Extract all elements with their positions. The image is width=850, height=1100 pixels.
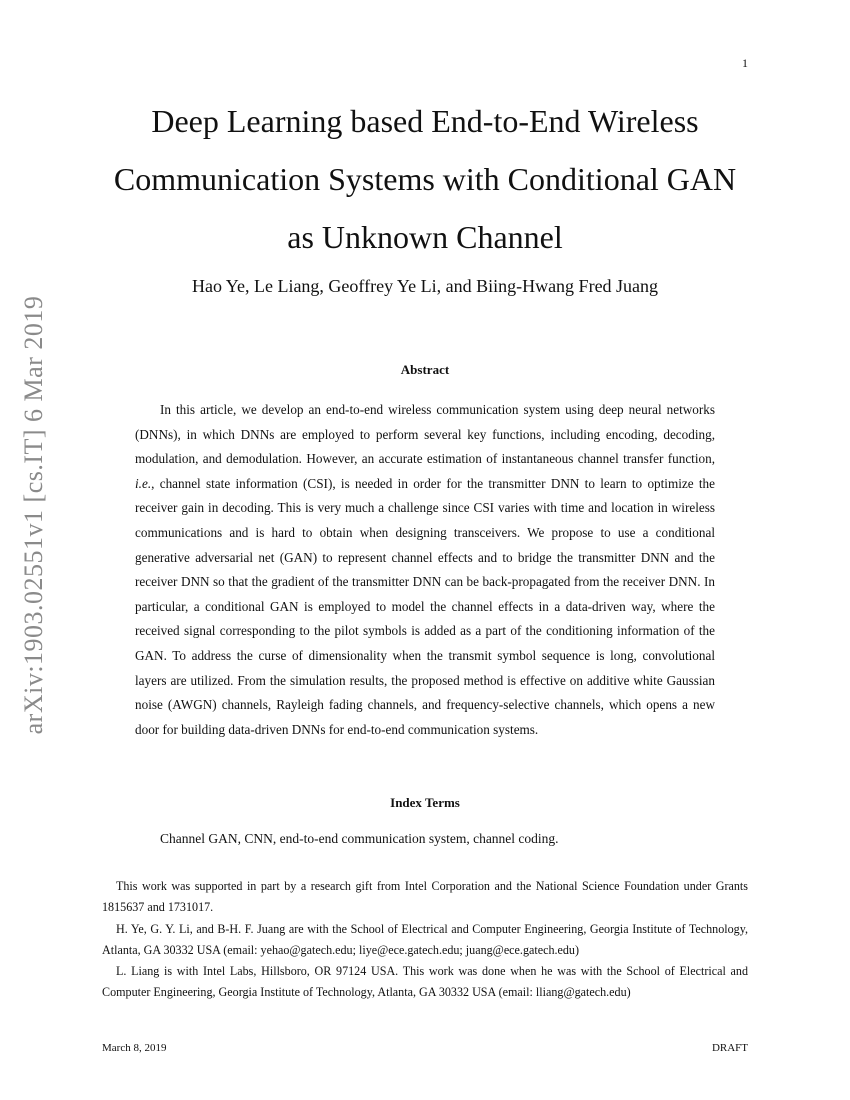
abstract-text-part-2: , channel state information (CSI), is needed in order for the transmitter DNN to learn to optimize the receiver gain in decoding. This is very much a challenge since CSI varies with time and location in wireless communications and is hard to obtain when designing transceivers. We propose to use a conditional generative adversarial net (GAN) to represent channel effects and to bridge the transmitter DNN and the receiver DNN so that the gradient of the transmitter DNN can be back-propagated from the receiver DNN. In particular, a conditional GAN is employed to model the channel effects in a data-driven way, where the received signal corresponding to the pilot symbols is added as a part of the conditioning information of the GAN. To address the curse of dimensionality when the transmit symbol sequence is long, convolutional layers are utilized. From the simulation results, the proposed method is effective on additive white Gaussian noise (AWGN) channels, Rayleigh fading channels, and frequency-selective channels, which opens a new door for building data-driven DNNs for end-to-end communication systems.	[135, 475, 715, 737]
footer-date: March 8, 2019	[102, 1042, 167, 1054]
footnote-affiliation-intel: L. Liang is with Intel Labs, Hillsboro, OR 97124 USA. This work was done when he was with the School of Electrical and Computer Engineering, Georgia Institute of Technology, Atlanta, GA 30332 USA (email: lliang@gatech.edu)	[102, 964, 748, 1000]
footnotes	[102, 876, 748, 1004]
paper-title: Deep Learning based End-to-End Wireless Communication Systems with Conditional GAN as Unknown Channel	[113, 103, 737, 255]
abstract-body	[135, 398, 715, 742]
footer-draft-label: DRAFT	[711, 1042, 748, 1054]
footnote-funding: This work was supported in part by a research gift from Intel Corporation and the National Science Foundation under Grants 1815637 and 1731017.	[102, 879, 748, 915]
page-number: 1	[742, 56, 748, 70]
abstract-text-part-1: In this article, we develop an end-to-end wireless communication system using deep neural networks (DNNs), in which DNNs are employed to perform several key functions, including encoding, decoding, modulation, and demodulation. However, an accurate estimation of instantaneous channel transfer function,	[135, 402, 715, 467]
index-terms-heading: Index Terms	[390, 795, 460, 810]
abstract-ie-italic: i.e.	[135, 475, 152, 491]
author-list: Hao Ye, Le Liang, Geoffrey Ye Li, and Biing-Hwang Fred Juang	[191, 276, 659, 296]
abstract-heading: Abstract	[400, 362, 450, 377]
arxiv-identifier-stamp: arXiv:1903.02551v1 [cs.IT] 6 Mar 2019	[19, 295, 48, 735]
footnote-affiliation-georgia-tech: H. Ye, G. Y. Li, and B-H. F. Juang are with the School of Electrical and Computer Engineering, Georgia Institute of Technology, Atlanta, GA 30332 USA (email: yehao@gatech.edu; liye@ece.gatech.edu; juang@ece.gatech.edu)	[102, 921, 748, 957]
index-terms-list: Channel GAN, CNN, end-to-end communication system, channel coding.	[160, 831, 559, 846]
